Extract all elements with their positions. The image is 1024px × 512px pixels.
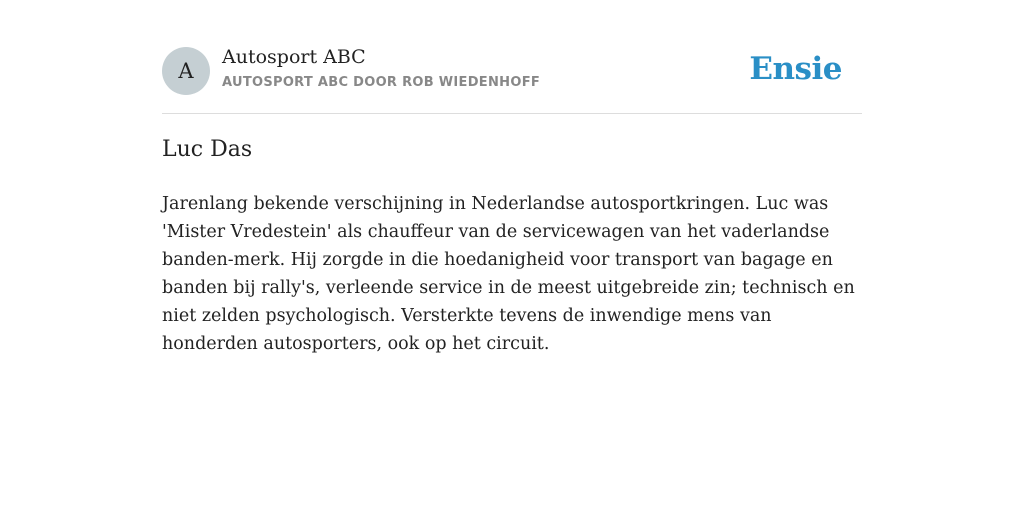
avatar[interactable]: A [162, 47, 210, 95]
page-container [162, 0, 862, 354]
site-subtitle: AUTOSPORT ABC DOOR ROB WIEDENHOFF [222, 75, 541, 90]
entry-title: Luc Das [162, 137, 253, 162]
page-header [162, 0, 862, 114]
site-title-link[interactable]: Autosport ABC [222, 46, 366, 68]
brand-logo-link[interactable]: Ensie [749, 51, 842, 87]
entry-body: Jarenlang bekende verschijning in Nederlandse autosportkringen. Luc was 'Mister Vredestein' als chauffeur van de servicewagen van het vaderlandse banden-merk. Hij zorgde in die hoedanigheid voor transport van bagage en banden bij rally's, verleende service in de meest uitgebreide zin; technisch en niet zelden psychologisch. Versterkte tevens de inwendige mens van honderden autosporters, ook op het circuit. [162, 194, 855, 354]
